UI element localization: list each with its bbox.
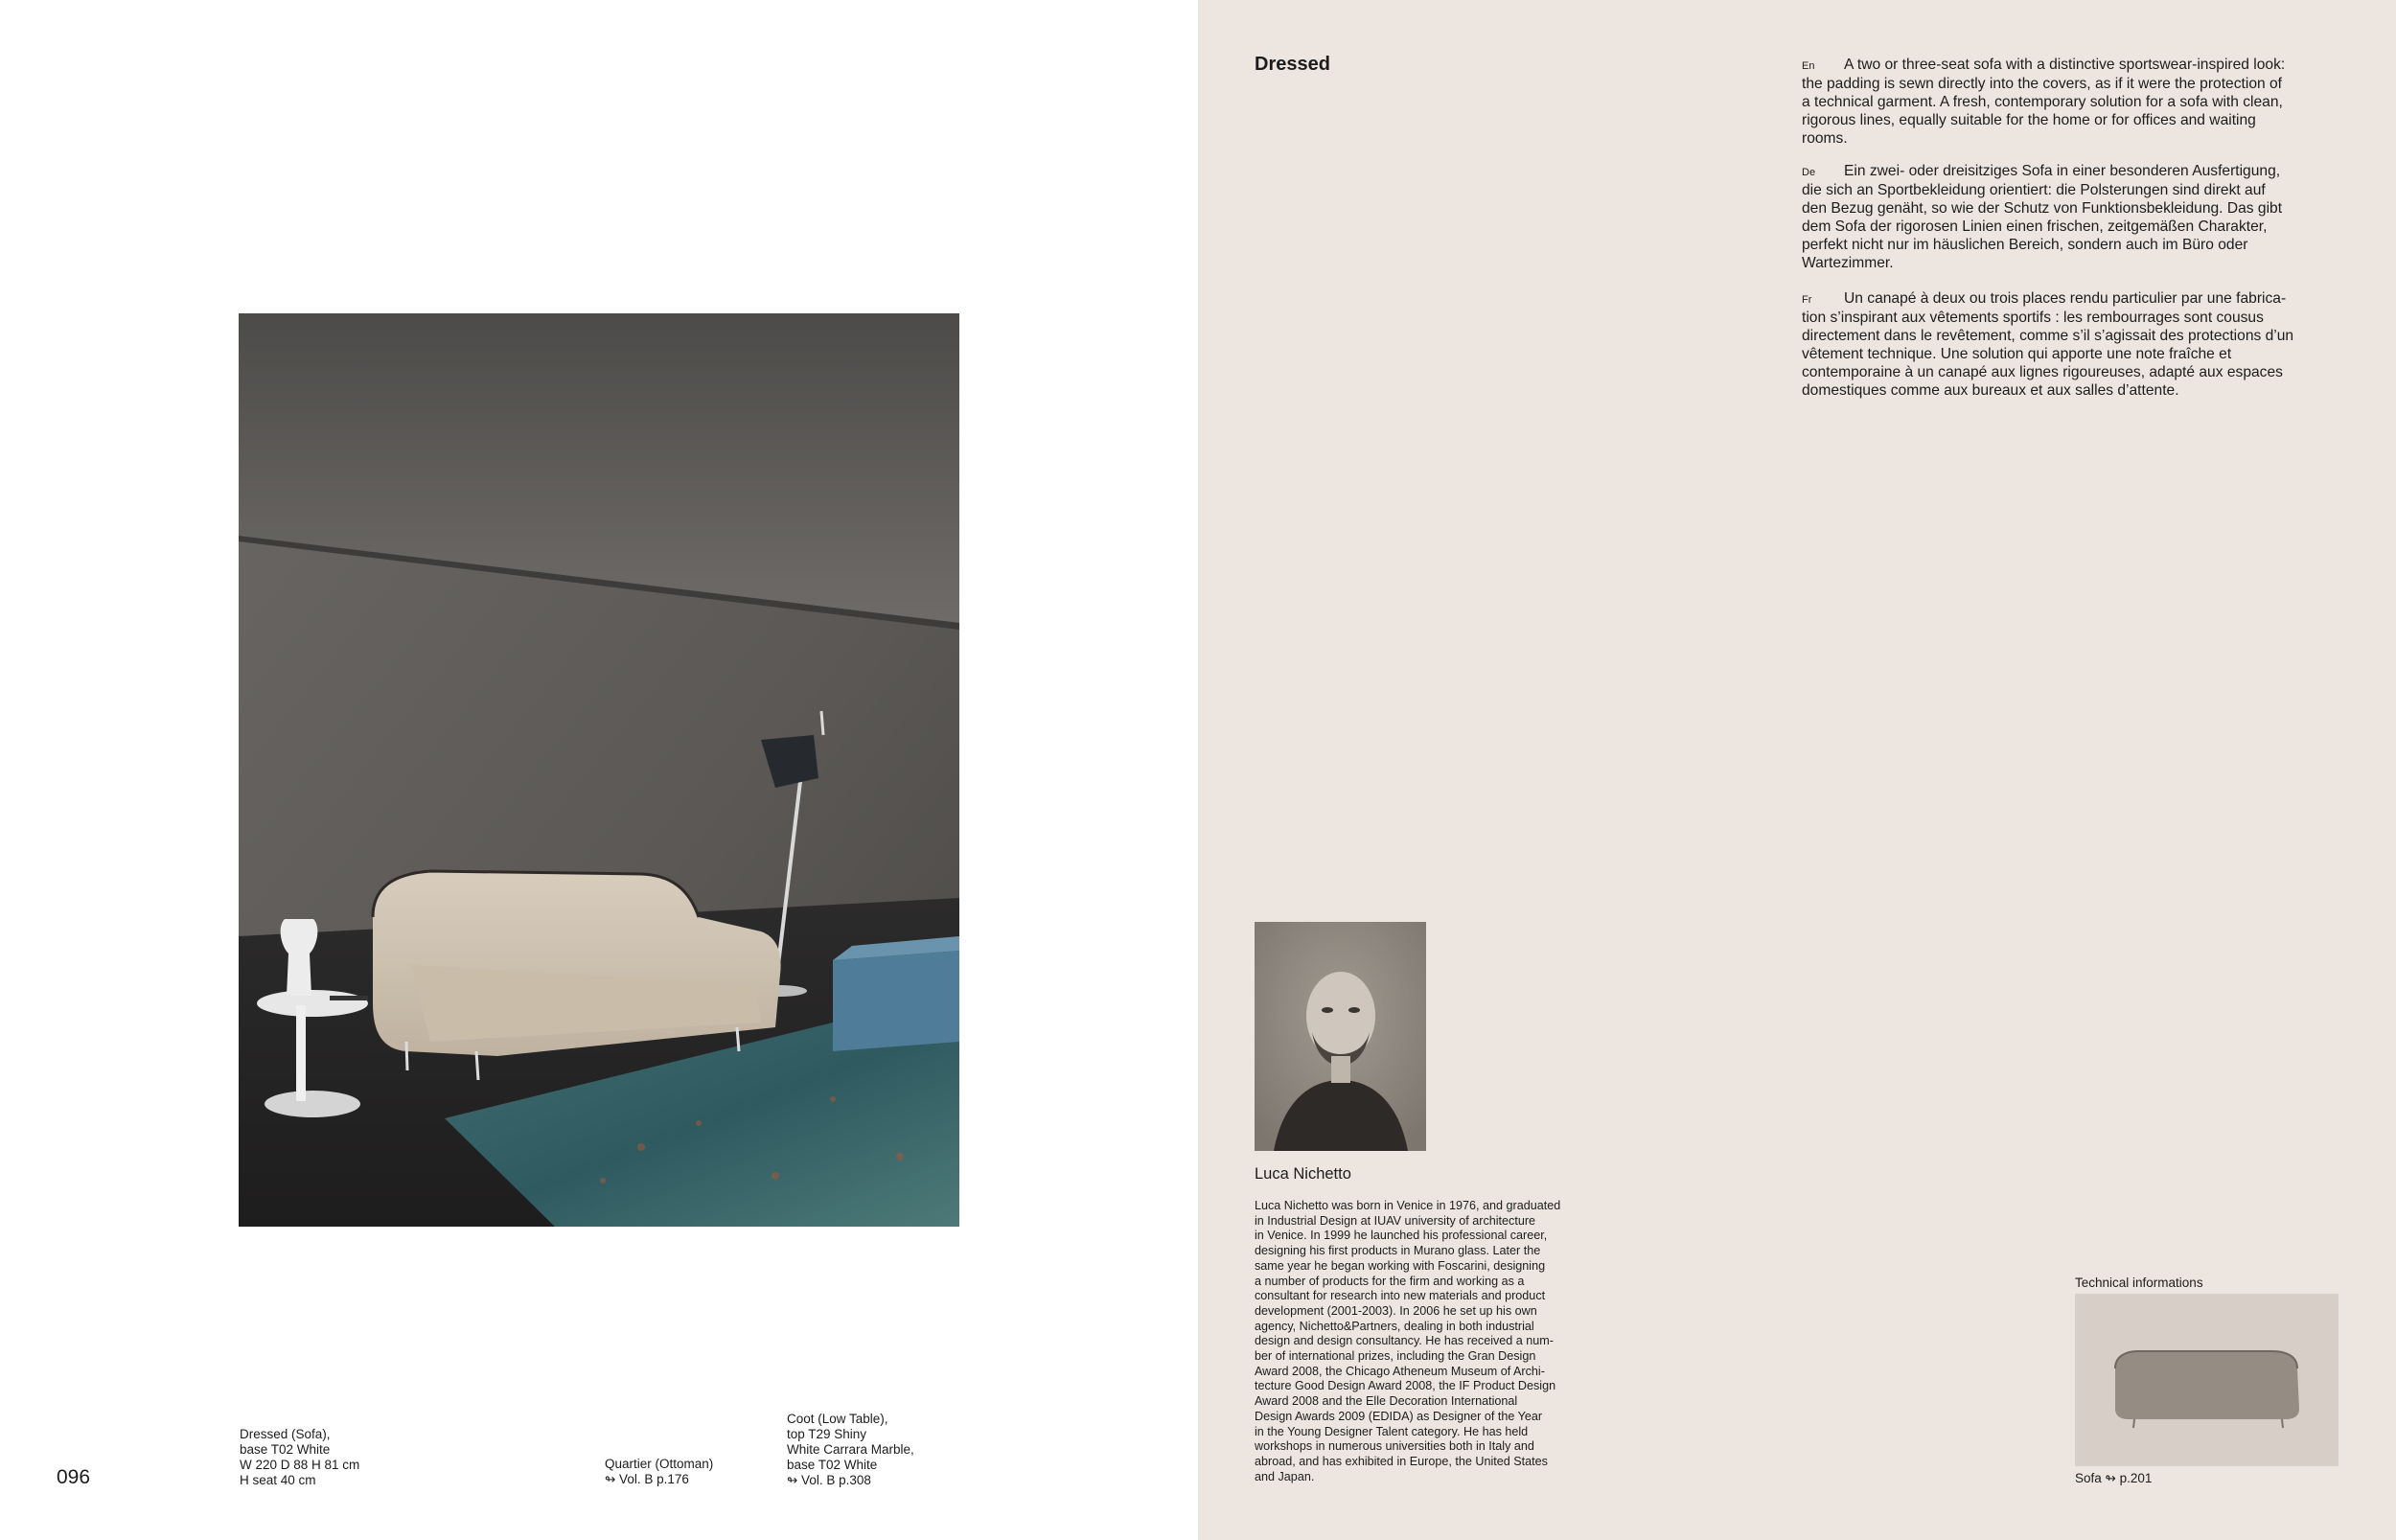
description-line: domestiques comme aux bureaux et aux salles d’attente. — [1802, 381, 2179, 399]
description-line: Un canapé à deux ou trois places rendu particulier par une fabrica- — [1844, 290, 2287, 307]
bio-line: in Industrial Design at IUAV university of architecture — [1255, 1213, 1536, 1228]
description-line: Wartezimmer. — [1802, 254, 1894, 271]
description-line: vêtement technique. Une solution qui apporte une note fraîche et — [1802, 345, 2232, 362]
bio-line: and Japan. — [1255, 1469, 1315, 1483]
designer-name: Luca Nichetto — [1255, 1165, 1351, 1183]
caption-line: Coot (Low Table), — [787, 1412, 888, 1426]
description-de — [1802, 163, 2348, 272]
description-line: directement dans le revêtement, comme s’il s’agissait des protections d’un — [1802, 327, 2294, 344]
bio-line: ber of international prizes, including the Gran Design — [1255, 1349, 1536, 1364]
caption-line: W 220 D 88 H 81 cm — [240, 1458, 360, 1472]
caption-line: White Carrara Marble, — [787, 1442, 914, 1457]
page-number: 096 — [57, 1466, 91, 1488]
living-room-photo — [239, 313, 959, 1227]
technical-page-link[interactable]: Sofa ↬ p.201 — [2075, 1471, 2153, 1485]
description-paragraph — [1802, 57, 2348, 76]
caption-link[interactable]: ↬ Vol. B p.176 — [605, 1472, 689, 1486]
description-line: tion s’inspirant aux vêtements sportifs : les rembourrages sont cousus — [1802, 309, 2264, 326]
description-line: den Bezug genäht, so wie der Schutz von Funktionsbekleidung. Das gibt — [1802, 199, 2283, 217]
sofa-caption — [240, 1427, 359, 1488]
description-line: die sich an Sportbekleidung orientiert: die Polsterungen sind direkt auf — [1802, 181, 2266, 198]
caption-line: H seat 40 cm — [240, 1473, 316, 1487]
product-title: Dressed — [1255, 54, 1330, 75]
bio-line: Luca Nichetto was born in Venice in 1976, and graduated — [1255, 1199, 1561, 1212]
description-fr — [1802, 290, 2348, 400]
bio-line: in the Young Designer Talent category. He has held — [1255, 1424, 1529, 1438]
description-line: perfekt nicht nur im häuslichen Bereich, sondern auch im Büro oder — [1802, 236, 2248, 253]
description-line: Ein zwei- oder dreisitziges Sofa in einer besonderen Ausfertigung, — [1844, 163, 2281, 179]
bio-line: same year he began working with Foscarini, designing — [1255, 1258, 1546, 1273]
caption-line: base T02 White — [787, 1458, 878, 1472]
bio-line: a number of products for the firm and working as a — [1255, 1274, 1525, 1288]
description-line: rooms. — [1802, 129, 1848, 147]
language-tag: En — [1802, 60, 1815, 72]
description-line: a technical garment. A fresh, contemporary solution for a sofa with clean, — [1802, 93, 2283, 110]
description-paragraph — [1802, 290, 2348, 310]
caption-line: top T29 Shiny — [787, 1427, 867, 1441]
description-en — [1802, 57, 2348, 149]
bio-line: design and design consultancy. He has received a num- — [1255, 1334, 1554, 1348]
description-line: the padding is sewn directly into the covers, as if it were the protection of — [1802, 75, 2282, 92]
language-tag: De — [1802, 167, 1816, 178]
caption-line: Dressed (Sofa), — [240, 1427, 331, 1441]
designer-bio — [1255, 1199, 1614, 1484]
bio-line: abroad, and has exhibited in Europe, the United States — [1255, 1454, 1548, 1468]
caption-line: base T02 White — [240, 1442, 331, 1457]
sofa-thumbnail[interactable] — [2075, 1294, 2338, 1466]
low-table-caption — [787, 1412, 914, 1488]
description-line: rigorous lines, equally suitable for the home or for offices and waiting — [1802, 111, 2256, 128]
caption-line: Quartier (Ottoman) — [605, 1457, 714, 1471]
description-line: dem Sofa der rigorosen Linien einen frischen, zeitgemäßen Charakter, — [1802, 218, 2268, 235]
bio-line: workshops in numerous universities both in Italy and — [1255, 1439, 1534, 1454]
technical-info-label: Technical informations — [2075, 1276, 2203, 1290]
bio-line: Award 2008, the Chicago Atheneum Museum of Archi- — [1255, 1364, 1545, 1378]
language-tag: Fr — [1802, 294, 1812, 306]
caption-link[interactable]: ↬ Vol. B p.308 — [787, 1473, 871, 1487]
right-page — [1198, 0, 2396, 1540]
bio-line: Award 2008 and the Elle Decoration International — [1255, 1394, 1518, 1409]
bio-line: consultant for research into new materials and product — [1255, 1289, 1546, 1303]
ottoman-caption — [605, 1457, 713, 1487]
description-line: A two or three-seat sofa with a distinctive sportswear-inspired look: — [1844, 57, 2286, 73]
description-paragraph — [1802, 163, 2348, 182]
bio-line: Design Awards 2009 (EDIDA) as Designer of the Year — [1255, 1409, 1543, 1423]
bio-line: agency, Nichetto&Partners, dealing in both industrial — [1255, 1319, 1534, 1333]
designer-portrait — [1255, 922, 1426, 1151]
description-line: contemporaine à un canapé aux lignes rigoureuses, adapté aux espaces — [1802, 363, 2283, 380]
bio-line: designing his first products in Murano glass. Later the — [1255, 1244, 1541, 1258]
bio-line: in Venice. In 1999 he launched his professional career, — [1255, 1229, 1548, 1243]
bio-line: tecture Good Design Award 2008, the IF Product Design — [1255, 1379, 1556, 1393]
bio-line: development (2001-2003). In 2006 he set up his own — [1255, 1303, 1537, 1318]
